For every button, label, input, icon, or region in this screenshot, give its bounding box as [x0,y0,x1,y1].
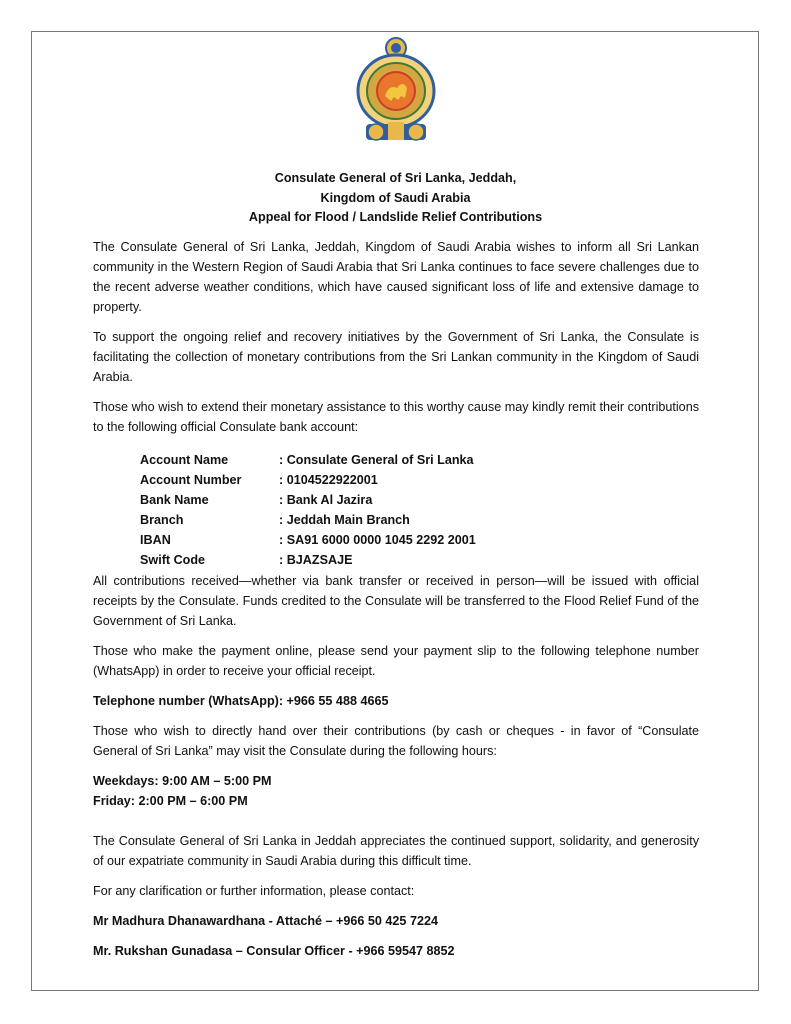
paragraph-remit: Those who wish to extend their monetary assistance to this worthy cause may kindly remit their contributions to the following official Consulate bank account: [93,400,699,434]
paragraph-intro: The Consulate General of Sri Lanka, Jeddah, Kingdom of Saudi Arabia wishes to inform all Sri Lankan community in the Western Region of Saudi Arabia that Sri Lanka continues to face severe challenges due to the recent adverse weather conditions, which have caused significant loss of life and extensive damage to property. [93,240,699,314]
account-label: Account Name [140,453,229,467]
account-value: : 0104522922001 [279,473,378,487]
account-label: Swift Code [140,553,206,567]
bank-account-details [140,450,476,570]
account-value: : Jeddah Main Branch [279,513,410,527]
sri-lanka-coat-of-arms-icon [352,36,440,148]
paragraph-contact-intro: For any clarification or further information, please contact: [93,884,415,898]
details-section [93,571,699,961]
account-row [140,530,476,550]
paragraph-thanks: The Consulate General of Sri Lanka in Jeddah appreciates the continued support, solidarity, and generosity of our expatriate community in Saudi Arabia during this difficult time. [93,834,699,868]
hours-weekdays: Weekdays: 9:00 AM – 5:00 PM [93,774,272,788]
account-value: : SA91 6000 0000 1045 2292 2001 [279,533,476,547]
contact-consular-officer: Mr. Rukshan Gunadasa – Consular Officer - +966 59547 8852 [93,944,455,958]
paragraph-receipts: All contributions received—whether via bank transfer or received in person—will be issued with official receipts by the Consulate. Funds credited to the Consulate will be transferred to the Flood Relief Fund of the Government of Sri Lanka. [93,574,699,628]
heading-line-1: Consulate General of Sri Lanka, Jeddah, [274,171,517,185]
account-label: Branch [140,513,184,527]
account-row [140,450,476,470]
whatsapp-phone: Telephone number (WhatsApp): +966 55 488 4665 [93,694,389,708]
account-row [140,550,476,570]
intro-section [93,237,699,437]
document-heading [0,169,791,228]
contact-attache: Mr Madhura Dhanawardhana - Attaché – +966 50 425 7224 [93,914,438,928]
heading-line-3: Appeal for Flood / Landslide Relief Contributions [248,210,543,224]
paragraph-in-person: Those who wish to directly hand over their contributions (by cash or cheques - in favor of “Consulate General of Sri Lanka” may visit the Consulate during the following hours: [93,724,699,758]
account-row [140,490,476,510]
account-value: : Bank Al Jazira [279,493,373,507]
account-label: Account Number [140,473,242,487]
account-value: : Consulate General of Sri Lanka [279,453,474,467]
account-value: : BJAZSAJE [279,553,353,567]
heading-line-2: Kingdom of Saudi Arabia [320,190,471,205]
account-row [140,470,476,490]
paragraph-support: To support the ongoing relief and recovery initiatives by the Government of Sri Lanka, the Consulate is facilitating the collection of monetary contributions from the Sri Lankan community in the Kingdom of Saudi Arabia. [93,330,699,384]
hours-friday: Friday: 2:00 PM – 6:00 PM [93,794,248,808]
account-row [140,510,476,530]
paragraph-online: Those who make the payment online, please send your payment slip to the following telephone number (WhatsApp) in order to receive your official receipt. [93,644,699,678]
account-label: IBAN [140,533,171,547]
account-label: Bank Name [140,493,209,507]
